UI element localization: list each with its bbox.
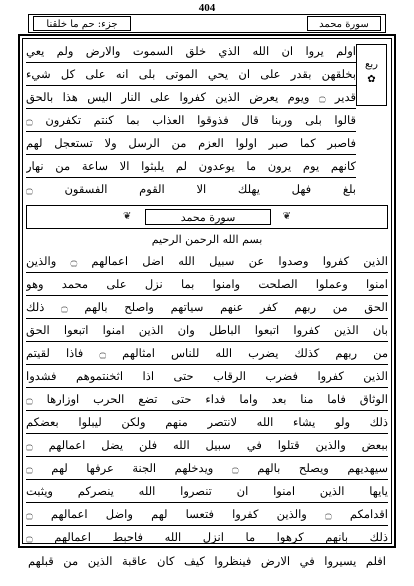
surah-title-banner: [26, 205, 388, 229]
verse-line: امنوا وعملوا الصلحت وامنوا بما نزل على محمد وهو: [26, 273, 388, 296]
verse-line: سيهديهم ويصلح بالهم ۝ ويدخلهم الجنة عرفها لهم ۝: [26, 457, 388, 480]
verse-line: اولم يروا ان الله الذي خلق السموت والارض ولم يعي: [26, 40, 356, 63]
basmala: بسم الله الرحمن الرحيم: [151, 233, 263, 246]
flower-ornament-icon: ✿: [367, 74, 376, 85]
juz-label-header: جزء: حم ما خلقنا: [33, 16, 131, 31]
verse-line: بان الذين كفروا اتبعوا الباطل وان الذين امنوا اتبعوا الحق: [26, 319, 388, 342]
verse-line: يايها الذين امنوا ان تنصروا الله ينصركم ويثبت: [26, 480, 388, 503]
verse-line: ذلك ولو يشاء الله لانتصر منهم ولكن ليبلوا بعضكم: [26, 411, 388, 434]
banner-ornament-icon: ❦: [123, 211, 132, 222]
surah-title: سورة محمد: [145, 209, 271, 225]
page-number: 404: [198, 2, 216, 14]
verse-line: بخلقهن بقدر على ان يحي الموتى بلى انه على كل شيء: [26, 63, 356, 86]
verse-line: الوثاق فاما منا بعد واما فداء حتى تضع الحرب اوزارها ۝: [26, 388, 388, 411]
verse-line: قدير ۝ ويوم يعرض الذين كفروا على النار اليس هذا بالحق: [26, 86, 356, 109]
catchword-line: افلم يسيروا في الارض فينظروا كيف كان عاقبة الذين من قبلهم: [28, 554, 386, 568]
verse-line: من ربهم كذلك يضرب الله للناس امثالهم ۝ فاذا لقيتم: [26, 342, 388, 365]
verse-line: قالوا بلى وربنا قال فذوقوا العذاب بما كنتم تكفرون ۝: [26, 109, 356, 132]
verse-line: الذين كفروا فضرب الرقاب حتى اذا اثخنتموهم فشدوا: [26, 365, 388, 388]
rub-marker: [356, 44, 387, 106]
verse-line: فاصبر كما صبر اولوا العزم من الرسل ولا تستعجل لهم: [26, 132, 356, 155]
verse-line: الحق من ربهم كفر عنهم سياتهم واصلح بالهم ۝ ذلك: [26, 296, 388, 319]
verse-line: اقدامكم ۝ والذين كفروا فتعسا لهم واضل اعمالهم ۝: [26, 503, 388, 526]
verse-line: ذلك بانهم كرهوا ما انزل الله فاحبط اعمالهم ۝: [26, 530, 388, 544]
upper-text-block: [26, 40, 356, 200]
page-header: [28, 14, 386, 33]
rub-label: ربع: [365, 59, 378, 70]
surah-name-header: سورة محمد: [307, 16, 381, 31]
verse-line: كانهم يوم يرون ما يوعدون لم يلبثوا الا ساعة من نهار: [26, 155, 356, 178]
verse-line: بلغ فهل يهلك الا القوم الفسقون ۝: [26, 182, 356, 196]
verse-line: الذين كفروا وصدوا عن سبيل الله اضل اعمالهم ۝ والذين: [26, 250, 388, 273]
verse-line: ببعض والذين قتلوا في سبيل الله فلن يضل اعمالهم ۝: [26, 434, 388, 457]
lower-text-block: [26, 250, 388, 548]
banner-ornament-icon: ❦: [282, 211, 291, 222]
